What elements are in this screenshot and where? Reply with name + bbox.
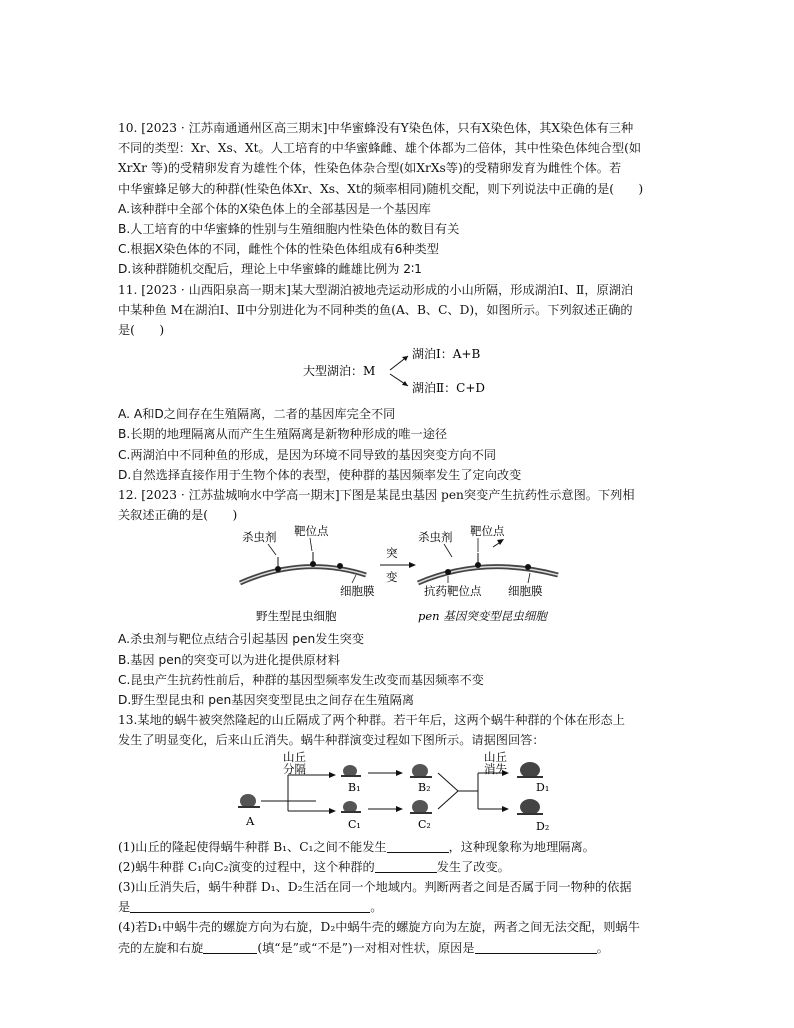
question-10 [118,118,678,280]
label-c1: C₁ [348,817,361,831]
label-b2: B₂ [418,780,431,794]
q13-part-2-blank[interactable] [375,860,437,873]
mutant-target-site-2 [525,564,531,570]
wild-insecticide-label: 杀虫剂 [242,530,277,545]
q13-part-4-blank-1[interactable] [203,941,257,954]
wild-insecticide-pointer [268,544,276,555]
q13-part-3-text-b: 是 [118,900,131,915]
wild-membrane [240,567,366,583]
q10-option-c[interactable]: C.根据X染色体的不同，雌性个体的性染色体组成有6种类型 [118,242,439,257]
q11-line-1: 11. [2023 · 山西阳泉高一期末]某大型湖泊被地壳运动形成的小山所隔，形成湖泊Ⅰ、Ⅱ，原湖泊 [118,282,634,297]
q12-line-1: 12. [2023 · 江苏盐城响水中学高一期末]下图是某昆虫基因 pen突变产生抗药性示意图。下列相 [118,488,635,503]
merge-bottom [438,791,458,809]
q11-line-3: 是( ) [118,323,165,338]
snail-d1-icon [517,762,543,778]
label-d1: D₁ [536,780,550,794]
q10-line-1: 10. [2023 · 江苏南通通州区高三期末]中华蜜蜂没有Y染色体，只有X染色体，其X染色体有三种 [118,121,634,135]
mutant-insecticide-pointer [444,544,452,557]
lake2-label: 湖泊Ⅱ：C+D [412,381,486,396]
q13-part-2-text-b: 发生了改变。 [436,859,510,874]
wild-membrane-label: 细胞膜 [340,584,375,599]
q12-option-b[interactable]: B.基因 pen的突变可以为进化提供原材料 [118,652,340,667]
label-c2: C₂ [418,817,431,831]
snail-c2-icon [410,800,432,814]
label-b1: B₁ [348,780,361,794]
q11-option-c[interactable]: C.两湖泊中不同种鱼的形成，是因为环境不同导致的基因突变方向不同 [118,447,497,462]
q13-part-4-text-c: 。 [596,940,609,955]
label-a: A [246,813,255,828]
mutant-resistant-site [445,569,451,575]
mutant-resist-label: 抗药靶位点 [424,584,482,599]
q13-part-4: (4)若D₁中蜗牛壳的螺旋方向为右旋，D₂中蜗牛壳的螺旋方向为左旋，两者之间无法交配，则蜗牛 [118,920,640,935]
mutant-target-site [475,562,481,568]
q13-part-4-answer [118,938,678,958]
branch-b1-arrow-head [329,772,336,778]
q12-option-c[interactable]: C.昆虫产生抗药性前后，种群的基因型频率发生改变而基因频率不变 [118,672,484,687]
q13-part-4-text-b: (填“是”或“不是”)一对相对性状，原因是 [257,940,475,955]
question-12 [118,485,678,710]
mutant-membrane-label: 细胞膜 [508,584,543,599]
branch-c1-arrow-head [329,808,336,814]
lake-diagram [118,340,678,404]
snail-diagram [118,751,678,837]
q13-part-1-text-b: ，这种现象称为地理隔离。 [448,839,595,854]
q13-part-3-answer [118,897,678,917]
arrow-b1-b2-head [396,770,403,776]
separation-label-top: 山丘 [283,750,306,764]
wild-caption: 野生型昆虫细胞 [256,609,337,624]
question-11 [118,280,678,485]
q11-option-a[interactable]: A. A和D之间存在生殖隔离，二者的基因库完全不同 [118,407,396,422]
wild-target-site-1 [275,566,281,572]
q13-part-2 [118,857,678,877]
q13-part-1-blank[interactable] [387,840,449,853]
q13-part-3: (3)山丘消失后，蜗牛种群 D₁、D₂生活在同一个地域内。判断两者之间是否属于同一物种的依据 [118,880,632,895]
snail-c1-icon [341,801,361,813]
mutant-membrane-pointer [528,573,530,583]
q10-line-2: 不同的类型：Xr、Xs、Xt。人工培育的中华蜜蜂雌、雄个体都为二倍体，其中性染色体纯合型(如 [118,141,642,156]
wild-target-site-2 [310,561,316,567]
label-d2: D₂ [536,819,550,833]
wild-target-label: 靶位点 [294,525,329,539]
wild-membrane-pointer [352,575,356,583]
pen-mutation-diagram [118,525,678,629]
vanish-label-bottom: 消失 [484,761,507,776]
mutation-arrow-head [409,562,416,568]
wild-target-site-3 [337,563,343,569]
snail-a-icon [238,794,260,808]
mutant-insecticide-label: 杀虫剂 [418,530,453,545]
q13-part-2-text-a: (2)蜗牛种群 C₁向C₂演变的过程中，这个种群的 [118,859,375,874]
vanish-label-top: 山丘 [484,750,507,764]
q11-option-b[interactable]: B.长期的地理隔离从而产生生殖隔离是新物种形成的唯一途径 [118,427,448,442]
worksheet [118,118,678,958]
arrow-head-lake2 [402,381,408,386]
q13-line-2: 发生了明显变化，后来山丘消失。蜗牛种群演变过程如下图所示。请据图回答： [118,733,545,748]
lake1-label: 湖泊Ⅰ：A+B [412,347,481,362]
q13-part-1-text-a: (1)山丘的隆起使得蜗牛种群 B₁、C₁之间不能发生 [118,839,387,854]
mutant-caption: pen 基因突变型昆虫细胞 [418,609,547,624]
mutant-target-label: 靶位点 [470,525,505,539]
question-13 [118,710,678,958]
q10-line-4: 中华蜜蜂足够大的种群(性染色体Xr、Xs、Xt的频率相同)随机交配，则下列说法中正确的是( ) [118,181,644,196]
q12-line-2: 关叙述正确的是( ) [118,508,238,523]
snail-b1-icon [341,765,361,777]
wild-target-pointer [310,538,312,551]
q11-line-2: 中某种鱼 M在湖泊Ⅰ、Ⅱ中分别进化为不同种类的鱼(A、B、C、D)，如图所示。下列叙述正确的 [118,302,633,317]
q10-option-d[interactable]: D.该种群随机交配后，理论上中华蜜蜂的雌雄比例为 2∶1 [118,262,422,277]
q13-line-1: 13.某地的蜗牛被突然隆起的山丘隔成了两个种群。若干年后，这两个蜗牛种群的个体在形态上 [118,713,625,728]
q12-option-a[interactable]: A.杀虫剂与靶位点结合引起基因 pen发生突变 [118,632,365,647]
q10-option-b[interactable]: B.人工培育的中华蜜蜂的性别与生殖细胞内性染色体的数目有关 [118,222,460,237]
q13-part-4-blank-2[interactable] [475,941,597,954]
snail-d2-icon [517,799,543,815]
q13-part-3-text-c: 。 [370,900,383,915]
q13-part-4-text-a: 壳的左旋和右旋 [118,940,204,955]
arrow-c1-c2-head [396,806,403,812]
q10-option-a[interactable]: A.该种群中全部个体的X染色体上的全部基因是一个基因库 [118,201,431,216]
q12-option-d[interactable]: D.野生型昆虫和 pen基因突变型昆虫之间存在生殖隔离 [118,693,415,708]
snail-b2-icon [410,764,432,778]
q10-line-3: XrXr 等)的受精卵发育为雄性个体，性染色体杂合型(如XrXs等)的受精卵发育为雌性个体。若 [118,161,622,176]
merge-top [438,773,458,791]
mutation-label-top: 突 [386,546,398,561]
q11-option-d[interactable]: D.自然选择直接作用于生物个体的表型，使种群的基因频率发生了定向改变 [118,467,522,482]
mutation-label-bottom: 变 [386,570,398,585]
separation-label-bottom: 分隔 [283,761,306,776]
q13-part-1 [118,837,678,857]
q13-part-3-blank[interactable] [130,900,370,913]
split-d2-arrow-head [502,806,509,812]
lake-source-label: 大型湖泊：M [303,364,376,379]
